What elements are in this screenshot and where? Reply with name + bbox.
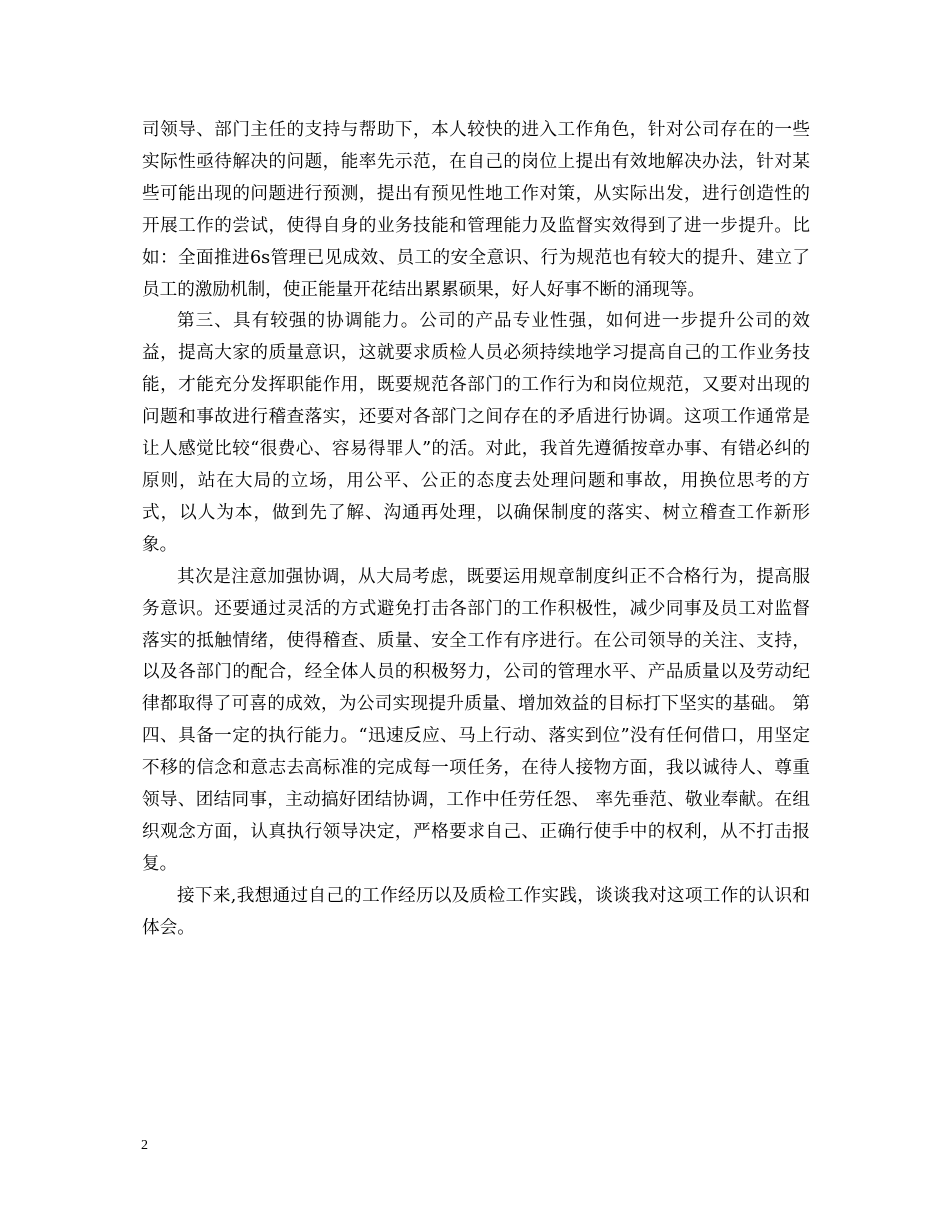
paragraph-continuation: 司领导、部门主任的支持与帮助下，本人较快的进入工作角色，针对公司存在的一些实际性亟待解决的问题，能率先示范，在自己的岗位上提出有效地解决办法，针对某些可能出现的问题进行预测，提出有预见性地工作对策，从实际出发，进行创造性的开展工作的尝试，使得自身的业务技能和管理能力及监督实效得到了进一步提升。比如：全面推进6s管理已见成效、员工的安全意识、行为规范也有较大的提升、建立了员工的激励机制，使正能量开花结出累累硕果，好人好事不断的涌现等。: [142, 120, 810, 300]
paragraph-next-steps: 接下来,我想通过自己的工作经历以及质检工作实践，谈谈我对这项工作的认识和体会。: [142, 885, 810, 938]
body-text: [142, 115, 810, 945]
paragraph-coordination-ability: 第三、具有较强的协调能力。公司的产品专业性强，如何进一步提升公司的效益，提高大家的质量意识，这就要求质检人员必须持续地学习提高自己的工作业务技能，才能充分发挥职能作用，既要规范各部门的工作行为和岗位规范，又要对出现的问题和事故进行稽查落实，还要对各部门之间存在的矛盾进行协调。这项工作通常是让人感觉比较“很费心、容易得罪人”的活。对此，我首先遵循按章办事、有错必纠的原则，站在大局的立场，用公平、公正的态度去处理问题和事故，用换位思考的方式，以人为本，做到先了解、沟通再处理，以确保制度的落实、树立稽查工作新形象。: [142, 311, 810, 555]
page-number: 2: [141, 1138, 148, 1153]
paragraph-strengthen-coordination: 其次是注意加强协调，从大局考虑，既要运用规章制度纠正不合格行为，提高服务意识。还要通过灵活的方式避免打击各部门的工作积极性，减少同事及员工对监督落实的抵触情绪，使得稽查、质量、安全工作有序进行。在公司领导的关注、支持，以及各部门的配合，经全体人员的积极努力，公司的管理水平、产品质量以及劳动纪律都取得了可喜的成效，为公司实现提升质量、增加效益的目标打下坚实的基础。 第四、具备一定的执行能力。“迅速反应、马上行动、落实到位”没有任何借口，用坚定不移的信念和意志去高标准的完成每一项任务，在待人接物方面，我以诚待人、尊重领导、团结同事，主动搞好团结协调，工作中任劳任怨、 率先垂范、敬业奉献。在组织观念方面，认真执行领导决定，严格要求自己、正确行使手中的权利，从不打击报复。: [142, 566, 810, 874]
